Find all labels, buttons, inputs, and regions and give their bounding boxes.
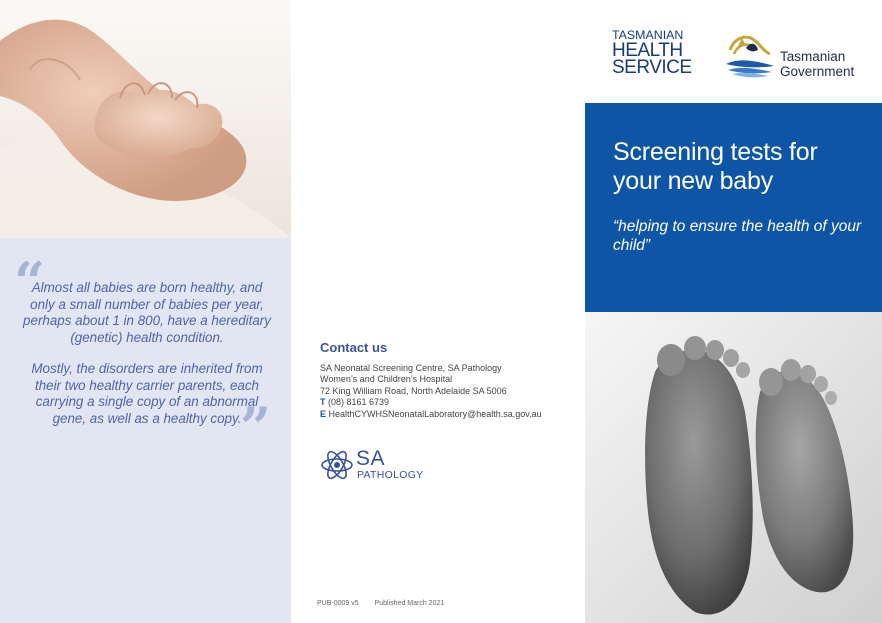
publication-date: Published March 2021	[374, 600, 445, 607]
sa-logo-name: SA	[356, 447, 386, 470]
brochure-subtitle: “helping to ensure the health of your child”	[613, 218, 862, 254]
contact-email[interactable]: HealthCYWHSNeonatalLaboratory@health.sa.gov.au	[328, 408, 542, 419]
quote-paragraph-2: Mostly, the disorders are inherited from their two healthy carrier parents, each carrying a single copy of an abnormal gene, as well as a healthy copy.	[31, 361, 263, 426]
baby-feet-photo	[585, 312, 882, 623]
open-quote-mark: “	[14, 250, 46, 314]
tasmanian-government-logo	[724, 30, 864, 80]
publication-code: PUB-0009 v5	[317, 600, 359, 607]
tasgov-wordmark	[780, 49, 854, 79]
contact-address: 72 King William Road, North Adelaide SA 5006	[320, 385, 507, 396]
tasmanian-tiger-emblem-icon	[724, 30, 776, 80]
contact-details	[320, 363, 542, 420]
baby-hand-photo	[0, 0, 291, 238]
brochure-title: Screening tests for your new baby	[613, 138, 818, 195]
contact-hospital: Women’s and Children’s Hospital	[320, 374, 453, 385]
baby-feet-illustration	[585, 312, 882, 623]
sa-pathology-emblem-icon	[320, 448, 354, 482]
phone-label: T	[320, 397, 326, 408]
contact-org: SA Neonatal Screening Centre, SA Pathology	[320, 363, 502, 373]
sa-logo-sub: PATHOLOGY	[357, 469, 424, 481]
publication-meta	[317, 600, 444, 607]
contact-phone-row	[320, 397, 542, 408]
contact-email-row	[320, 409, 542, 420]
close-quote-mark: ”	[240, 395, 272, 459]
tasgov-line-2: Government	[780, 64, 855, 79]
contact-phone[interactable]: (08) 8161 6739	[328, 397, 390, 408]
baby-hand-illustration	[0, 0, 291, 238]
contact-heading: Contact us	[320, 340, 388, 355]
left-panel	[0, 0, 291, 623]
tasgov-line-1: Tasmanian	[780, 49, 846, 64]
ths-line-2: HEALTH	[612, 40, 683, 61]
email-label: E	[320, 408, 327, 419]
title-box	[585, 103, 882, 312]
quote-paragraph-1: Almost all babies are born healthy, and only a small number of babies per year, perhaps about 1 in 800, have a hereditary (genetic) health condition.	[23, 280, 271, 345]
ths-line-1: TASMANIAN	[612, 28, 684, 42]
tasmanian-health-service-logo	[612, 28, 692, 76]
sa-pathology-logo	[320, 448, 430, 484]
ths-line-3: SERVICE	[612, 57, 692, 78]
